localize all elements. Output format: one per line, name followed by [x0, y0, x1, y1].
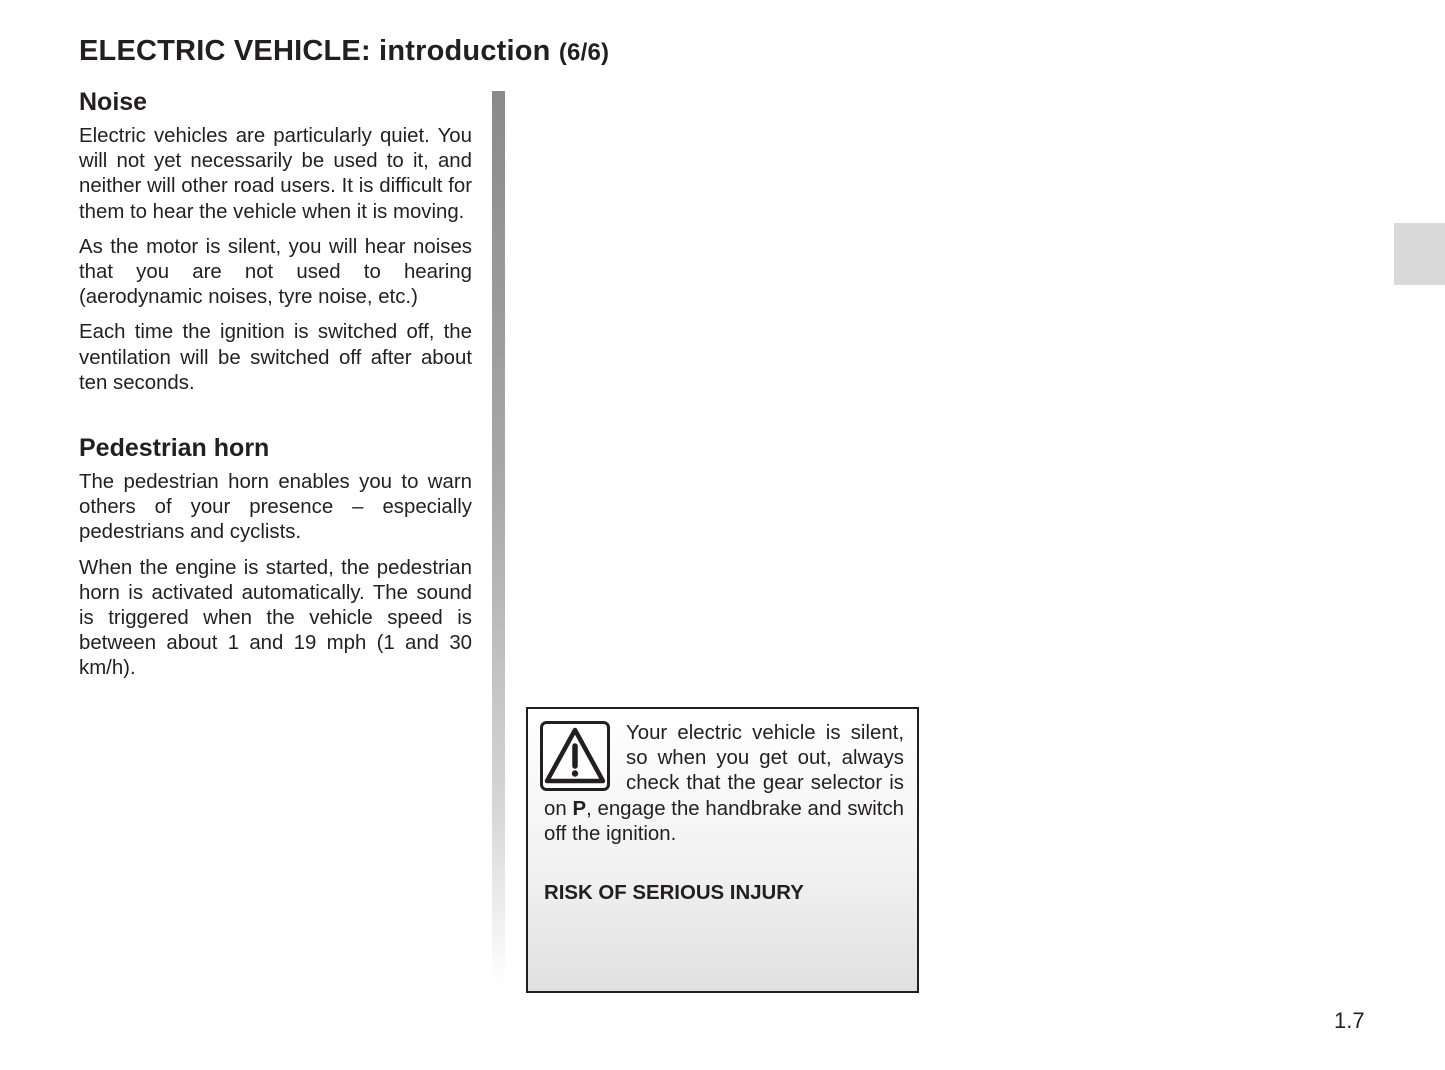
warning-text-start: Your electric vehicle is silent, so when you get out, always check that the gear selector is on: [544, 722, 904, 820]
section-tab-marker: [1394, 223, 1445, 285]
noise-paragraph-2: As the motor is silent, you will hear noises that you are not used to hearing (aerodynamic noises, tyre noise, etc.): [79, 235, 472, 309]
left-column: [79, 86, 472, 692]
page-title-part: (6/6): [558, 39, 610, 66]
column-divider: [492, 91, 505, 986]
pedestrian-horn-paragraph-2: When the engine is started, the pedestrian horn is activated automatically. The sound is triggered when the vehicle speed is between about 1 and 19 mph (1 and 30 km/h).: [79, 556, 472, 680]
page-title: [79, 35, 609, 68]
risk-label: RISK OF SERIOUS INJURY: [544, 882, 804, 904]
gear-p-label: P: [572, 797, 587, 820]
warning-text-end: , engage the handbrake and switch off the ignition.: [544, 797, 904, 845]
noise-heading: Noise: [79, 88, 148, 116]
warning-text: [544, 721, 904, 847]
warning-box: [526, 707, 919, 993]
pedestrian-horn-paragraph-1: The pedestrian horn enables you to warn others of your presence – especially pedestrians and cyclists.: [79, 471, 472, 544]
noise-paragraph-1: Electric vehicles are particularly quiet. You will not yet necessarily be used to it, and neither will other road users. It is difficult for them to hear the vehicle when it is moving.: [79, 125, 472, 223]
page-number: 1.7: [1334, 1008, 1365, 1033]
page-title-main: ELECTRIC VEHICLE: introduction: [79, 35, 551, 67]
pedestrian-horn-heading: Pedestrian horn: [79, 434, 270, 463]
noise-paragraph-3: Each time the ignition is switched off, the ventilation will be switched off after about ten seconds.: [79, 321, 472, 394]
